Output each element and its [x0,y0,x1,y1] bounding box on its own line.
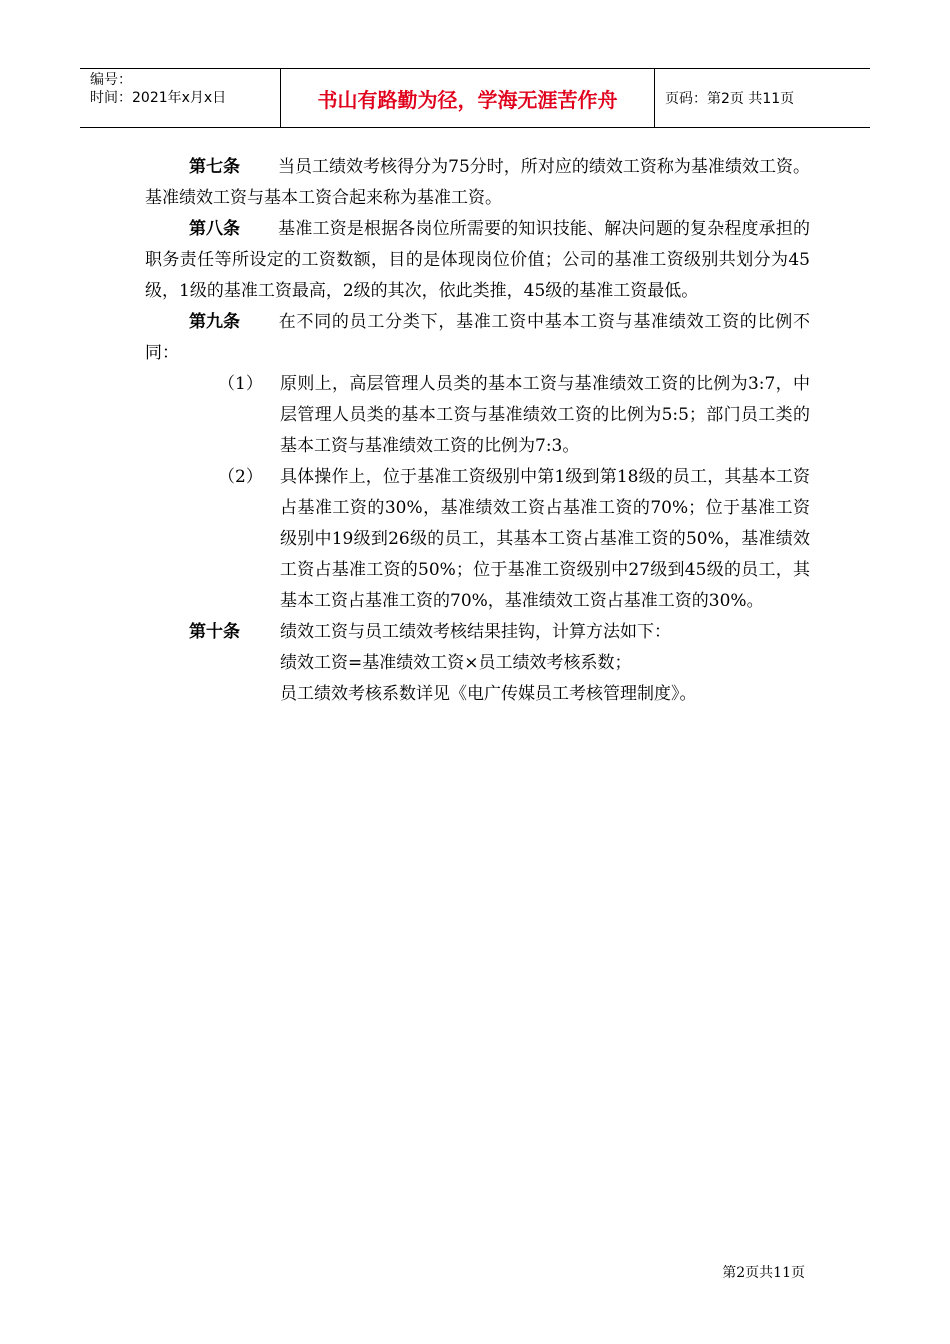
item-number: （2） [218,467,263,487]
article-9-text: 在不同的员工分类下，基准工资中基本工资与基准绩效工资的比例不同： [145,312,810,363]
item-text: 原则上，高层管理人员类的基本工资与基准绩效工资的比例为3:7，中层管理人员类的基本工资与基准绩效工资的比例为5:5；部门员工类的基本工资与基准绩效工资的比例为7:3。 [280,374,810,456]
document-date: 时间：2021年x月x日 [90,90,227,106]
article-7 [145,152,810,214]
article-10 [145,617,810,710]
article-10-line: 员工绩效考核系数详见《电广传媒员工考核管理制度》。 [280,684,697,704]
article-10-label: 第十条 [189,622,240,642]
article-8-text: 基准工资是根据各岗位所需要的知识技能、解决问题的复杂程度承担的职务责任等所设定的工资数额，目的是体现岗位价值；公司的基准工资级别共划分为45级，1级的基准工资最高，2级的其次，依此类推，45级的基准工资最低。 [145,219,810,301]
document-body [145,152,810,710]
header-meta [80,69,281,127]
item-number: （1） [218,374,263,394]
article-9-item-1 [145,369,810,462]
document-number-label: 编号： [90,72,132,88]
article-7-label: 第七条 [189,157,240,177]
page-header [80,68,870,128]
article-9-label: 第九条 [189,312,240,332]
article-9 [145,307,810,369]
page-footer: 第2页共11页 [722,1265,805,1281]
header-motto: 书山有路勤为径，学海无涯苦作舟 [281,69,655,127]
article-8 [145,214,810,307]
article-7-text: 当员工绩效考核得分为75分时，所对应的绩效工资称为基准绩效工资。基准绩效工资与基本工资合起来称为基准工资。 [145,157,810,208]
article-10-formula: 绩效工资=基准绩效工资×员工绩效考核系数； [280,653,632,673]
article-10-line: 绩效工资与员工绩效考核结果挂钩，计算方法如下： [280,622,671,642]
article-8-label: 第八条 [189,219,240,239]
header-page-number: 页码：第2页 共11页 [665,91,795,107]
item-text: 具体操作上，位于基准工资级别中第1级到第18级的员工，其基本工资占基准工资的30%，基准绩效工资占基准工资的70%；位于基准工资级别中19级到26级的员工，其基本工资占基准工资的50%，基准绩效工资占基准工资的50%；位于基准工资级别中27级到45级的员工，其基本工资占基准工资的70%，基准绩效工资占基准工资的30%。 [280,467,810,611]
article-9-item-2 [145,462,810,617]
